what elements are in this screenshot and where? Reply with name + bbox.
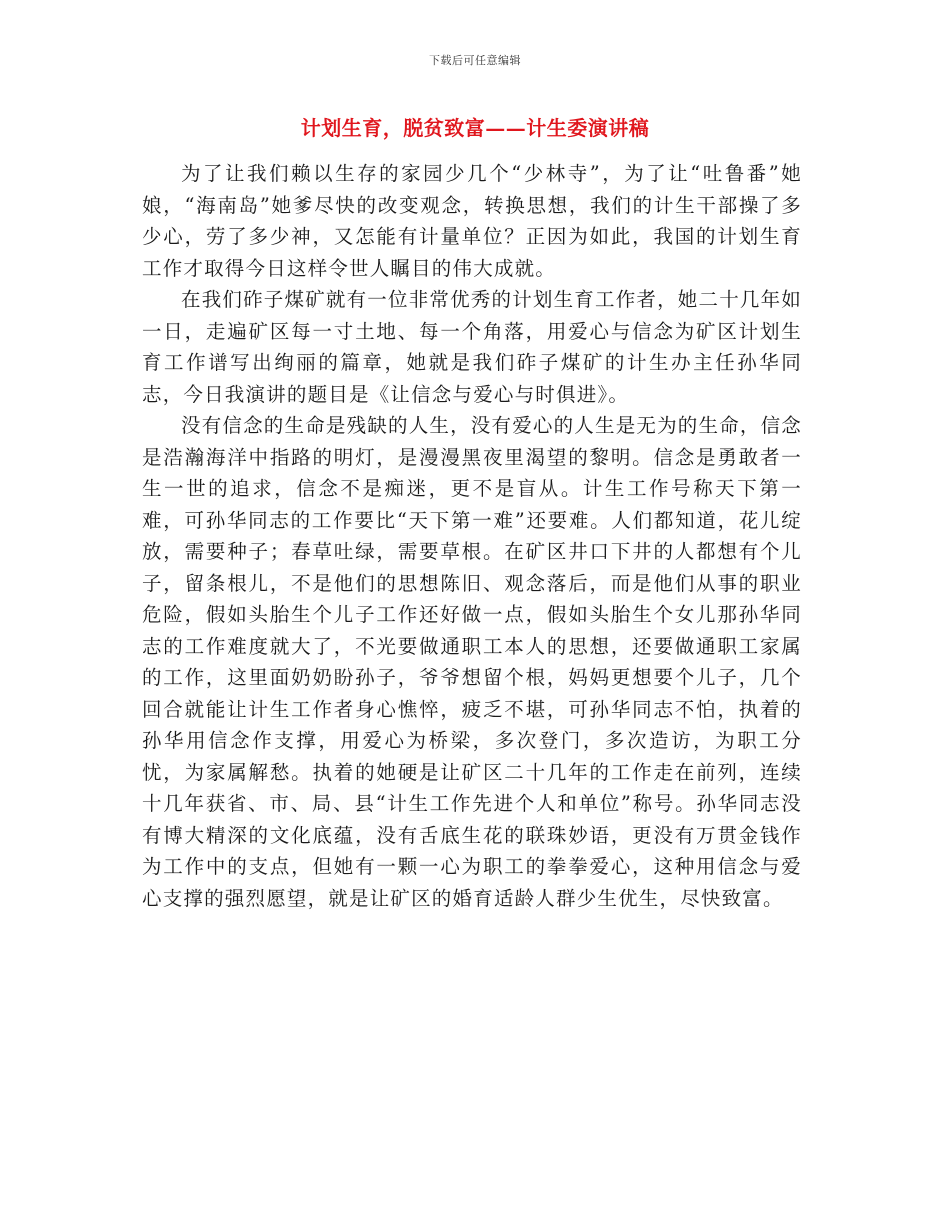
paragraph-3: 没有信念的生命是残缺的人生，没有爱心的人生是无为的生命，信念是浩瀚海洋中指路的明灯，是漫漫黑夜里渴望的黎明。信念是勇敢者一生一世的追求，信念不是痴迷，更不是盲从。计生工作号称天下第一难，可孙华同志的工作要比“天下第一难”还要难。人们都知道，花儿绽放，需要种子；春草吐绿，需要草根。在矿区井口下井的人都想有个儿子，留条根儿，不是他们的思想陈旧、观念落后，而是他们从事的职业危险，假如头胎生个儿子工作还好做一点，假如头胎生个女儿那孙华同志的工作难度就大了，不光要做通职工本人的思想，还要做通职工家属的工作，这里面奶奶盼孙子，爷爷想留个根，妈妈更想要个儿子，几个回合就能让计生工作者身心憔悴，疲乏不堪，可孙华同志不怕，执着的孙华用信念作支撑，用爱心为桥梁，多次登门，多次造访，为职工分忧，为家属解愁。执着的她硬是让矿区二十几年的工作走在前列，连续十几年获省、市、局、县“计生工作先进个人和单位”称号。孙华同志没有博大精深的文化底蕴，没有舌底生花的联珠妙语，更没有万贯金钱作为工作中的支点，但她有一颗一心为职工的拳拳爱心，这种用信念与爱心支撑的强烈愿望，就是让矿区的婚育适龄人群少生优生，尽快致富。 — [142, 414, 803, 910]
header-note: 下载后可任意编辑 — [429, 54, 521, 67]
paragraph-2: 在我们砟子煤矿就有一位非常优秀的计划生育工作者，她二十几年如一日，走遍矿区每一寸土地、每一个角落，用爱心与信念为矿区计划生育工作谱写出绚丽的篇章，她就是我们砟子煤矿的计生办主任孙华同志，今日我演讲的题目是《让信念与爱心与时俱进》。 — [142, 288, 803, 406]
paragraph-1: 为了让我们赖以生存的家园少几个“少林寺”，为了让“吐鲁番”她娘，“海南岛”她爹尽快的改变观念，转换思想，我们的计生干部操了多少心，劳了多少神，又怎能有计量单位？正因为如此，我国的计划生育工作才取得今日这样令世人瞩目的伟大成就。 — [142, 162, 802, 280]
document-body — [142, 158, 802, 914]
document-title: 计划生育，脱贫致富——计生委演讲稿 — [300, 116, 650, 140]
